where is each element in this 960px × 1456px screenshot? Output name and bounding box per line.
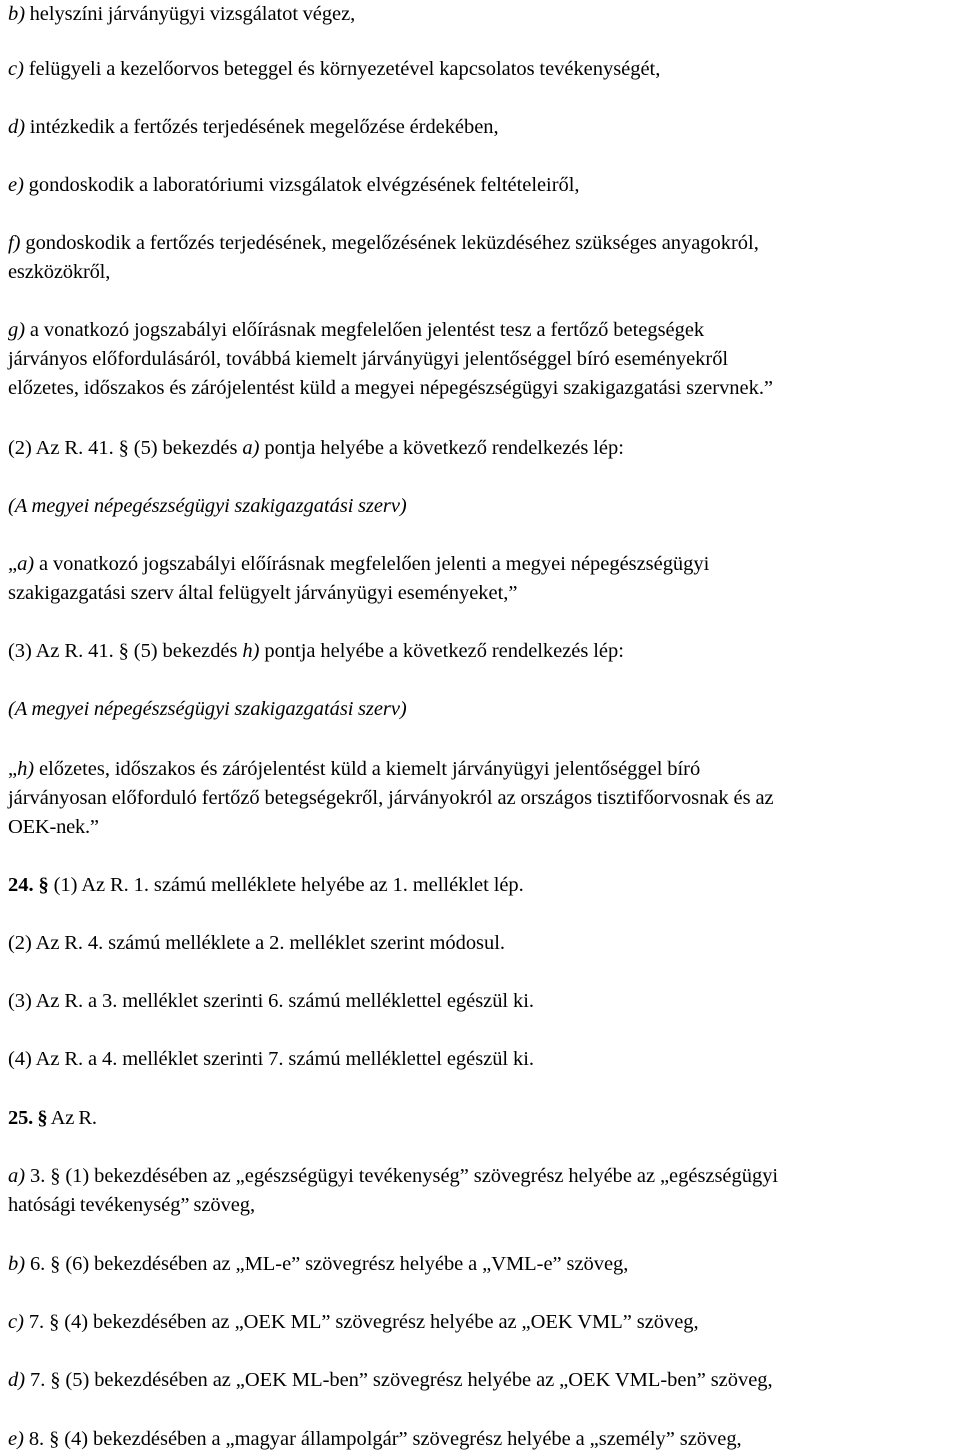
item-g-line-2: járványos előfordulásáról, továbbá kiemelt járványügyi jelentőséggel bíró eseményekről: [8, 348, 729, 370]
item-c: [8, 55, 958, 84]
section-24-2: (2) Az R. 4. számú melléklete a 2. melléklet szerint módosul.: [8, 932, 505, 954]
amend-d: [8, 1366, 958, 1395]
item-d-label: d): [8, 116, 26, 138]
item-e-text: gondoskodik a laboratóriumi vizsgálatok elvégzésének feltételeiről,: [23, 174, 580, 196]
section-24-number: 24. §: [8, 874, 49, 896]
amend-e-label: e): [8, 1428, 24, 1450]
item-f-line-1: [8, 229, 958, 258]
amend-c-text: 7. § (4) bekezdésében az „OEK ML” szövegrész helyébe az „OEK VML” szöveg,: [23, 1311, 699, 1333]
quote-h-line-2: járványosan előforduló fertőző betegségekről, járványokról az országos tisztifőorvosnak és az: [8, 787, 774, 809]
amend-b-text: 6. § (6) bekezdésében az „ML-e” szövegrész helyébe a „VML-e” szöveg,: [25, 1253, 629, 1275]
quote-a-open: „: [8, 553, 18, 575]
item-g-line-3: előzetes, időszakos és zárójelentést küld a megyei népegészségügyi szakigazgatási szervnek.”: [8, 377, 774, 399]
item-g-text-1: a vonatkozó jogszabályi előírásnak megfelelően jelentést tesz a fertőző betegségek: [25, 319, 705, 341]
amend-b: [8, 1250, 958, 1279]
section-25: [8, 1104, 958, 1133]
section-3-before: (3) Az R. 41. § (5) bekezdés: [8, 640, 243, 662]
amend-a-line-2: hatósági tevékenység” szöveg,: [8, 1194, 256, 1216]
quote-h-open: „: [8, 758, 18, 780]
item-e: [8, 171, 958, 200]
item-f-line-2: eszközökről,: [8, 261, 111, 283]
quote-a-line-1: [8, 550, 958, 579]
amend-c-label: c): [8, 1311, 24, 1333]
item-b-text: helyszíni járványügyi vizsgálatot végez,: [24, 3, 356, 25]
item-d: [8, 113, 958, 142]
amend-d-text: 7. § (5) bekezdésében az „OEK ML-ben” szövegrész helyébe az „OEK VML-ben” szöveg,: [25, 1369, 773, 1391]
quote-a: [8, 550, 958, 608]
section-24: [8, 871, 958, 900]
section-24-text: (1) Az R. 1. számú melléklete helyébe az 1. melléklet lép.: [48, 874, 524, 896]
section-3-label: h): [242, 640, 260, 662]
quote-a-label: a): [17, 553, 35, 575]
section-24-4: (4) Az R. a 4. melléklet szerinti 7. számú melléklettel egészül ki.: [8, 1048, 534, 1070]
item-f-label: f): [8, 232, 21, 254]
section-2: [8, 434, 958, 463]
intro-1: (A megyei népegészségügyi szakigazgatási szerv): [8, 495, 407, 517]
quote-h: [8, 755, 958, 842]
amend-e-text: 8. § (4) bekezdésében a „magyar állampolgár” szövegrész helyébe a „személy” szöveg,: [23, 1428, 742, 1450]
amend-c: [8, 1308, 958, 1337]
amend-a-text-1: 3. § (1) bekezdésében az „egészségügyi tevékenység” szövegrész helyébe az „egészségügyi: [25, 1165, 779, 1187]
quote-h-text-1: előzetes, időszakos és zárójelentést küld a kiemelt járványügyi jelentőséggel bíró: [34, 758, 701, 780]
intro-2: (A megyei népegészségügyi szakigazgatási szerv): [8, 698, 407, 720]
quote-a-line-2: szakigazgatási szerv által felügyelt járványügyi eseményeket,”: [8, 582, 518, 604]
amend-a-label: a): [8, 1165, 26, 1187]
amend-d-label: d): [8, 1369, 26, 1391]
item-f: [8, 229, 958, 287]
item-g-line-1: [8, 316, 958, 345]
amend-b-label: b): [8, 1253, 26, 1275]
quote-h-label: h): [17, 758, 35, 780]
quote-h-line-3: OEK-nek.”: [8, 816, 99, 838]
quote-h-line-1: [8, 755, 958, 784]
item-c-label: c): [8, 58, 24, 80]
section-3: [8, 637, 958, 666]
item-b: [8, 0, 958, 29]
amend-a-line-1: [8, 1162, 958, 1191]
item-g: [8, 316, 958, 403]
section-25-number: 25. §: [8, 1107, 48, 1129]
amend-a: [8, 1162, 958, 1220]
amend-e: [8, 1425, 958, 1454]
section-25-text: Az R.: [47, 1107, 97, 1129]
section-24-3: (3) Az R. a 3. melléklet szerinti 6. számú melléklettel egészül ki.: [8, 990, 534, 1012]
section-2-after: pontja helyébe a következő rendelkezés lép:: [259, 437, 624, 459]
section-3-after: pontja helyébe a következő rendelkezés lép:: [259, 640, 624, 662]
section-2-before: (2) Az R. 41. § (5) bekezdés: [8, 437, 243, 459]
item-g-label: g): [8, 319, 26, 341]
item-c-text: felügyeli a kezelőorvos beteggel és környezetével kapcsolatos tevékenységét,: [23, 58, 661, 80]
quote-a-text-1: a vonatkozó jogszabályi előírásnak megfelelően jelenti a megyei népegészségügyi: [34, 553, 710, 575]
item-b-label: b): [8, 3, 25, 25]
item-d-text: intézkedik a fertőzés terjedésének megelőzése érdekében,: [25, 116, 499, 138]
section-2-label: a): [242, 437, 260, 459]
item-e-label: e): [8, 174, 24, 196]
item-f-text-1: gondoskodik a fertőzés terjedésének, megelőzésének leküzdéséhez szükséges anyagokról,: [20, 232, 759, 254]
